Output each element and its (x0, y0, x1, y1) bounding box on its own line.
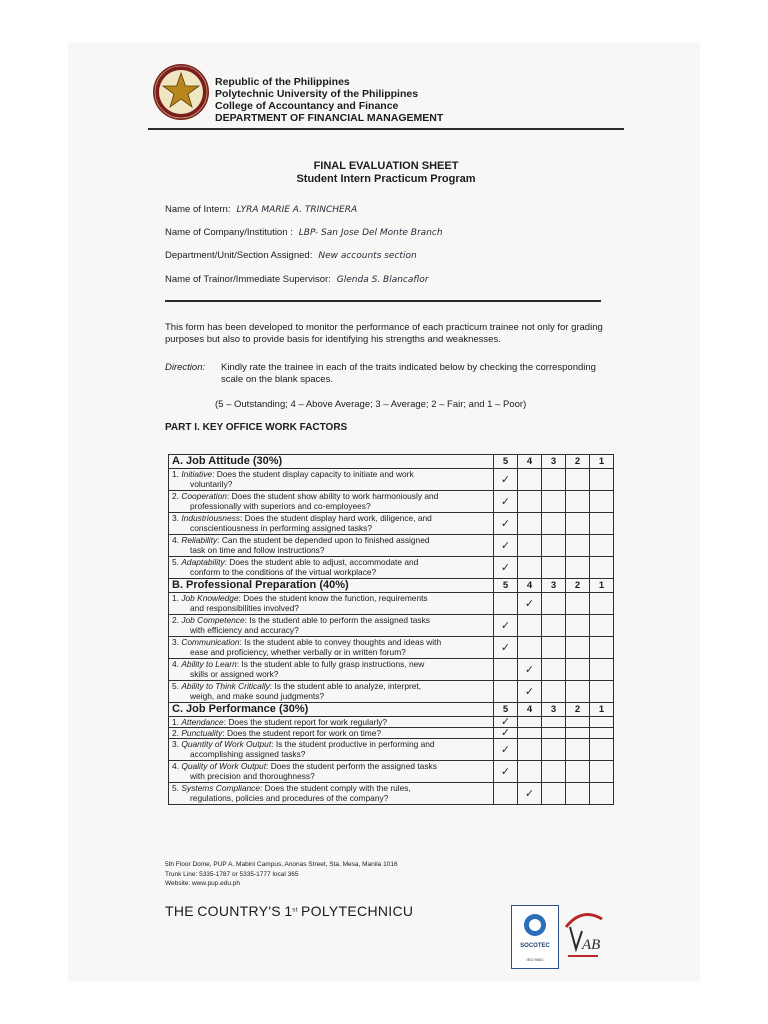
criteria-question-continued: and responsibilities involved? (190, 603, 299, 613)
rating-cell[interactable] (590, 681, 614, 703)
rating-cell[interactable] (542, 717, 566, 728)
header-line-university: Polytechnic University of the Philippines (215, 88, 419, 100)
criteria-number: 2. (172, 615, 179, 625)
criteria-name: Attendance (181, 717, 224, 727)
rating-cell[interactable] (590, 739, 614, 761)
rating-cell[interactable] (518, 739, 542, 761)
rating-cell[interactable] (566, 739, 590, 761)
rating-cell[interactable] (566, 557, 590, 579)
criteria-row (169, 761, 614, 783)
criteria-number: 3. (172, 739, 179, 749)
field-company (165, 227, 443, 238)
criteria-number: 1. (172, 593, 179, 603)
scale-header-cell: 5 (494, 455, 518, 469)
header-line-college: College of Accountancy and Finance (215, 100, 399, 112)
criteria-text (169, 535, 494, 557)
field-label: Name of Trainor/Immediate Supervisor: (165, 274, 331, 285)
rating-cell[interactable] (542, 557, 566, 579)
rating-cell[interactable] (542, 637, 566, 659)
rating-cell[interactable] (518, 761, 542, 783)
section-title: B. Professional Preparation (40%) (169, 579, 494, 593)
footer-website: Website: www.pup.edu.ph (165, 880, 241, 887)
criteria-question: : Is the student productive in performing and (271, 739, 435, 749)
criteria-text (169, 513, 494, 535)
scale-header-cell: 1 (590, 703, 614, 717)
criteria-row (169, 469, 614, 491)
rating-cell[interactable] (518, 557, 542, 579)
part-title: PART I. KEY OFFICE WORK FACTORS (165, 422, 348, 433)
criteria-name: Cooperation (181, 491, 227, 501)
criteria-text (169, 557, 494, 579)
scale-header-cell: 5 (494, 703, 518, 717)
criteria-question: : Does the student comply with the rules, (260, 783, 411, 793)
criteria-question: : Is the student able to analyze, interpret, (269, 681, 422, 691)
rating-cell[interactable] (518, 469, 542, 491)
rating-cell[interactable] (542, 761, 566, 783)
rating-cell[interactable] (590, 717, 614, 728)
rating-check-mark[interactable]: ✓ (494, 469, 518, 491)
section-title: A. Job Attitude (30%) (169, 455, 494, 469)
criteria-number: 2. (172, 491, 179, 501)
scale-header-cell: 4 (518, 455, 542, 469)
criteria-question: : Is the student able to convey thoughts and ideas with (239, 637, 442, 647)
rating-cell[interactable] (566, 761, 590, 783)
rating-scale-legend: (5 – Outstanding; 4 – Above Average; 3 – Average; 2 – Fair; and 1 – Poor) (215, 399, 527, 410)
criteria-row (169, 557, 614, 579)
rating-check-mark[interactable]: ✓ (494, 637, 518, 659)
rating-check-mark[interactable]: ✓ (494, 491, 518, 513)
header-divider (148, 128, 624, 130)
rating-cell[interactable] (566, 593, 590, 615)
header-line-republic: Republic of the Philippines (215, 76, 350, 88)
criteria-name: Job Knowledge (181, 593, 239, 603)
field-value: Glenda S. Blancaflor (336, 275, 429, 285)
criteria-row (169, 681, 614, 703)
rating-cell[interactable] (590, 783, 614, 805)
accreditation-logo (562, 905, 604, 967)
scale-header-cell: 4 (518, 703, 542, 717)
footer-contact (165, 860, 398, 889)
header-line-department: DEPARTMENT OF FINANCIAL MANAGEMENT (215, 112, 444, 124)
criteria-row (169, 659, 614, 681)
criteria-name: Quantity of Work Output (181, 739, 272, 749)
criteria-question: : Does the student display hard work, diligence, and (240, 513, 432, 523)
criteria-text (169, 717, 494, 728)
rating-cell[interactable] (518, 513, 542, 535)
rating-cell[interactable] (494, 593, 518, 615)
rating-check-mark[interactable]: ✓ (494, 728, 518, 739)
rating-check-mark[interactable]: ✓ (494, 761, 518, 783)
rating-check-mark[interactable]: ✓ (494, 615, 518, 637)
rating-cell[interactable] (590, 728, 614, 739)
criteria-number: 5. (172, 681, 179, 691)
section-header-row (169, 455, 614, 469)
vab-label: AB (582, 937, 601, 953)
criteria-question-continued: with precision and thoroughness? (190, 771, 315, 781)
scale-header-cell: 2 (566, 703, 590, 717)
fields-divider (165, 300, 601, 302)
rating-cell[interactable] (542, 783, 566, 805)
criteria-number: 4. (172, 535, 179, 545)
criteria-question: : Does the student show ability to work harmoniously and (226, 491, 439, 501)
rating-check-mark[interactable]: ✓ (518, 783, 542, 805)
form-title-sub: Student Intern Practicum Program (296, 173, 476, 185)
scale-header-cell: 3 (542, 455, 566, 469)
field-department (165, 250, 417, 261)
criteria-question: : Does the student able to adjust, accommodate and (224, 557, 419, 567)
rating-cell[interactable] (566, 535, 590, 557)
criteria-row (169, 717, 614, 728)
tagline-superscript: st (292, 907, 298, 914)
criteria-text (169, 739, 494, 761)
tagline-word: 1 (284, 903, 293, 919)
scale-header-cell: 3 (542, 703, 566, 717)
criteria-question-continued: task on time and follow instructions? (190, 545, 325, 555)
criteria-number: 4. (172, 659, 179, 669)
rating-cell[interactable] (518, 491, 542, 513)
criteria-text (169, 491, 494, 513)
criteria-text (169, 761, 494, 783)
criteria-name: Reliability (181, 535, 218, 545)
rating-cell[interactable] (494, 659, 518, 681)
field-label: Name of Company/Institution : (165, 227, 293, 238)
rating-cell[interactable] (542, 593, 566, 615)
criteria-question-continued: ease and proficiency, whether verbally or in written forum? (190, 647, 406, 657)
rating-check-mark[interactable]: ✓ (518, 681, 542, 703)
criteria-question-continued: voluntarily? (190, 479, 233, 489)
rating-cell[interactable] (566, 469, 590, 491)
criteria-question-continued: accomplishing assigned tasks? (190, 749, 306, 759)
criteria-question-continued: regulations, policies and procedures of the company? (190, 793, 389, 803)
criteria-question: : Does the student report for work on time? (222, 728, 382, 738)
field-label: Department/Unit/Section Assigned: (165, 250, 313, 261)
criteria-question-continued: conscientiousness in performing assigned tasks? (190, 523, 373, 533)
rating-cell[interactable] (566, 659, 590, 681)
footer-trunk-line: Trunk Line: 5335-1787 or 5335-1777 local 365 (165, 870, 299, 878)
criteria-name: Job Competence (181, 615, 245, 625)
socotec-label: SOCOTEC (520, 943, 550, 949)
criteria-text (169, 637, 494, 659)
field-value: LYRA MARIE A. TRINCHERA (236, 205, 358, 215)
criteria-question-continued: skills or assigned work? (190, 669, 279, 679)
rating-cell[interactable] (542, 513, 566, 535)
rating-check-mark[interactable]: ✓ (494, 739, 518, 761)
criteria-row (169, 728, 614, 739)
field-value: New accounts section (318, 251, 417, 261)
rating-cell[interactable] (566, 491, 590, 513)
rating-cell[interactable] (518, 717, 542, 728)
rating-cell[interactable] (542, 491, 566, 513)
direction-block (165, 362, 605, 385)
direction-text: Kindly rate the trainee in each of the traits indicated below by checking the corresponding scale on the blank spaces. (221, 362, 596, 385)
criteria-question-continued: conform to the conditions of the virtual workplace? (190, 567, 377, 577)
rating-cell[interactable] (590, 637, 614, 659)
footer-tagline (165, 903, 413, 919)
criteria-number: 5. (172, 783, 179, 793)
criteria-row (169, 783, 614, 805)
rating-check-mark[interactable]: ✓ (494, 513, 518, 535)
criteria-text (169, 783, 494, 805)
rating-cell[interactable] (542, 728, 566, 739)
section-header-row (169, 579, 614, 593)
criteria-number: 5. (172, 557, 179, 567)
criteria-name: Systems Compliance (181, 783, 260, 793)
criteria-text (169, 659, 494, 681)
rating-cell[interactable] (494, 783, 518, 805)
criteria-name: Punctuality (181, 728, 223, 738)
direction-label: Direction: (165, 362, 206, 373)
tagline-word: COUNTRY'S (197, 903, 281, 919)
criteria-number: 2. (172, 728, 179, 738)
rating-cell[interactable] (590, 761, 614, 783)
rating-cell[interactable] (590, 491, 614, 513)
criteria-row (169, 513, 614, 535)
criteria-text (169, 615, 494, 637)
scale-header-cell: 1 (590, 455, 614, 469)
rating-cell[interactable] (590, 535, 614, 557)
criteria-question: : Does the student report for work regularly? (223, 717, 388, 727)
criteria-question: : Is the student able to perform the assigned tasks (244, 615, 430, 625)
rating-cell[interactable] (590, 513, 614, 535)
criteria-question: : Is the student able to fully grasp instructions, new (236, 659, 425, 669)
tagline-word: THE (165, 903, 194, 919)
scale-header-cell: 2 (566, 579, 590, 593)
criteria-question-continued: weigh, and make sound judgments? (190, 691, 325, 701)
criteria-number: 3. (172, 637, 179, 647)
rating-cell[interactable] (542, 469, 566, 491)
rating-cell[interactable] (566, 681, 590, 703)
field-value: LBP- San Jose Del Monte Branch (298, 228, 443, 238)
criteria-question-continued: with efficiency and accuracy? (190, 625, 299, 635)
rating-cell[interactable] (542, 659, 566, 681)
header-block (215, 76, 443, 124)
rating-cell[interactable] (518, 728, 542, 739)
iso-label: ISO 9001 (526, 957, 544, 962)
criteria-name: Communication (181, 637, 240, 647)
field-intern-name (165, 204, 357, 215)
rating-cell[interactable] (542, 615, 566, 637)
criteria-number: 1. (172, 469, 179, 479)
rating-cell[interactable] (566, 513, 590, 535)
criteria-row (169, 593, 614, 615)
rating-cell[interactable] (566, 615, 590, 637)
intro-paragraph: This form has been developed to monitor the performance of each practicum trainee not only for grading purposes but also to provide basis for identifying his strengths and weaknesses. (165, 322, 603, 345)
scale-header-cell: 4 (518, 579, 542, 593)
rating-cell[interactable] (566, 783, 590, 805)
criteria-row (169, 739, 614, 761)
criteria-row (169, 637, 614, 659)
rating-cell[interactable] (566, 717, 590, 728)
rating-cell[interactable] (590, 615, 614, 637)
rating-cell[interactable] (518, 615, 542, 637)
rating-cell[interactable] (518, 637, 542, 659)
criteria-row (169, 491, 614, 513)
form-title-main: FINAL EVALUATION SHEET (313, 160, 459, 172)
rating-cell[interactable] (590, 557, 614, 579)
rating-cell[interactable] (590, 659, 614, 681)
criteria-text (169, 469, 494, 491)
criteria-question: : Does the student know the function, requirements (238, 593, 428, 603)
rating-cell[interactable] (590, 469, 614, 491)
criteria-name: Ability to Learn (181, 659, 237, 669)
criteria-name: Ability to Think Critically (181, 681, 270, 691)
tagline-word: POLYTECHNIC (301, 903, 403, 919)
rating-check-mark[interactable]: ✓ (518, 593, 542, 615)
criteria-name: Adaptability (181, 557, 225, 567)
scale-header-cell: 2 (566, 455, 590, 469)
criteria-text (169, 593, 494, 615)
criteria-name: Industriousness (181, 513, 240, 523)
section-header-row (169, 703, 614, 717)
criteria-number: 4. (172, 761, 179, 771)
criteria-number: 1. (172, 717, 179, 727)
scale-header-cell: 3 (542, 579, 566, 593)
section-title: C. Job Performance (30%) (169, 703, 494, 717)
rating-check-mark[interactable]: ✓ (494, 717, 518, 728)
rating-check-mark[interactable]: ✓ (494, 535, 518, 557)
criteria-name: Quality of Work Output (181, 761, 267, 771)
criteria-text (169, 728, 494, 739)
field-supervisor (165, 274, 428, 285)
rating-cell[interactable] (590, 593, 614, 615)
socotec-iso-badge (511, 905, 559, 969)
criteria-row (169, 615, 614, 637)
rating-check-mark[interactable]: ✓ (518, 659, 542, 681)
rating-cell[interactable] (566, 728, 590, 739)
criteria-question-continued: professionally with superiors and co-employees? (190, 501, 371, 511)
criteria-text (169, 681, 494, 703)
footer-address: 5th Floor Dome, PUP A. Mabini Campus, Anonas Street, Sta. Mesa, Manila 1016 (165, 861, 398, 868)
rating-check-mark[interactable]: ✓ (494, 557, 518, 579)
rating-cell[interactable] (494, 681, 518, 703)
evaluation-table (168, 454, 614, 805)
criteria-number: 3. (172, 513, 179, 523)
rating-cell[interactable] (566, 637, 590, 659)
rating-cell[interactable] (518, 535, 542, 557)
scale-header-cell: 5 (494, 579, 518, 593)
criteria-question: : Can the student be depended upon to finished assigned (217, 535, 430, 545)
scale-header-cell: 1 (590, 579, 614, 593)
criteria-name: Initiative (181, 469, 213, 479)
criteria-question: : Does the student display capacity to initiate and work (212, 469, 414, 479)
rating-cell[interactable] (542, 739, 566, 761)
university-seal-logo (152, 63, 210, 121)
rating-cell[interactable] (542, 535, 566, 557)
form-title (168, 160, 604, 186)
field-label: Name of Intern: (165, 204, 231, 215)
criteria-row (169, 535, 614, 557)
rating-cell[interactable] (542, 681, 566, 703)
criteria-question: : Does the student perform the assigned tasks (266, 761, 437, 771)
tagline-word: U (402, 903, 414, 919)
